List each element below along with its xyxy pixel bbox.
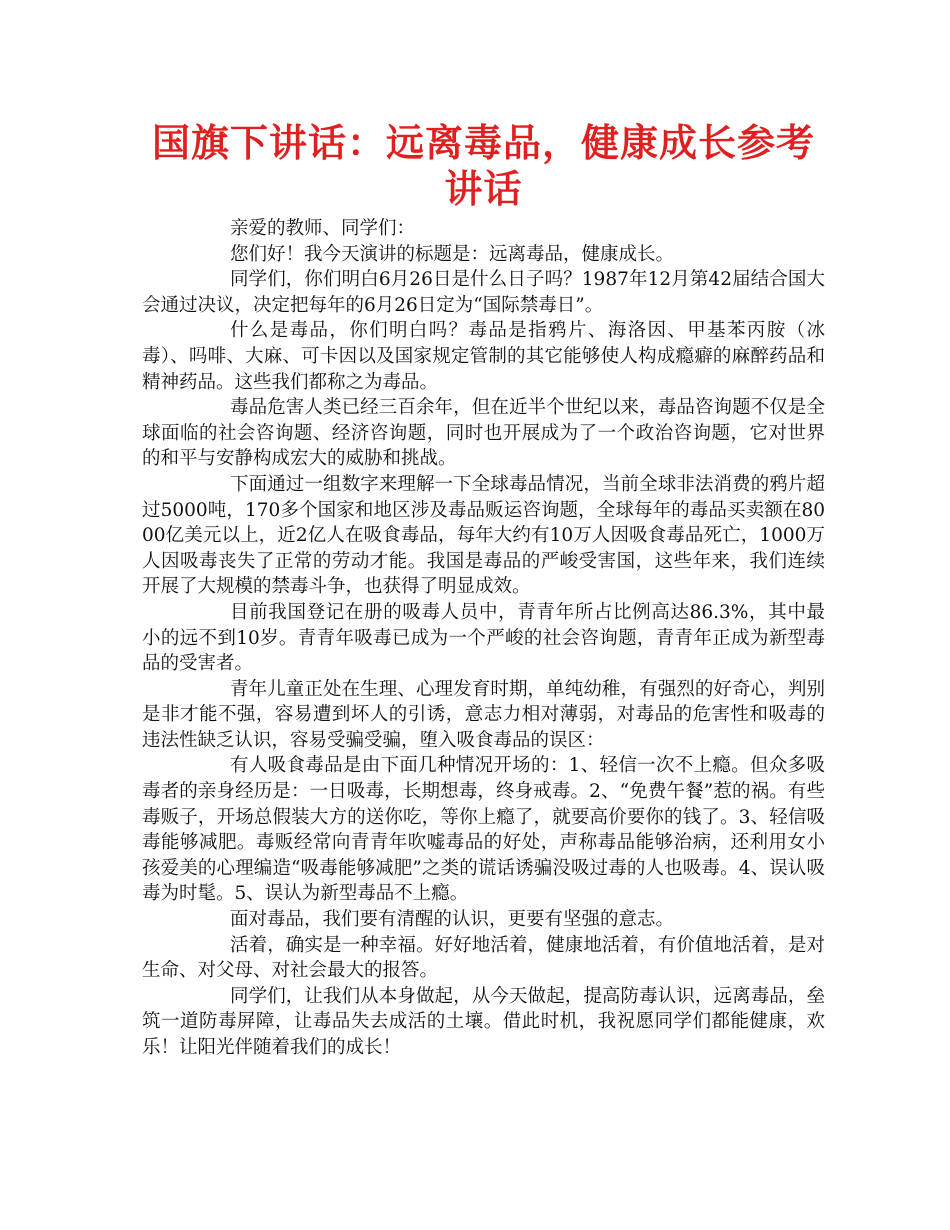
paragraph-greeting: 您们好！我今天演讲的标题是：远离毒品，健康成长。	[230, 243, 675, 265]
paragraph-youth-vulnerability: 青年儿童正处在生理、心理发育时期，单纯幼稚，有强烈的好奇心，判别是非才能不强，容易遭到坏人的引诱，意志力相对薄弱，对毒品的危害性和吸毒的违法性缺乏认识，容易受骗受骗，堕入吸食毒品的误区：	[142, 678, 825, 751]
paragraph-salutation: 亲爱的教师、同学们：	[230, 218, 416, 239]
paragraph-what-are-drugs: 什么是毒品，你们明白吗？毒品是指鸦片、海洛因、甲基苯丙胺（冰毒）、吗啡、大麻、可卡因以及国家规定管制的其它能够使人构成瘾癖的麻醉药品和精神药品。这些我们都称之为毒品。	[142, 320, 825, 393]
paragraph-value-of-life: 活着，确实是一种幸福。好好地活着，健康地活着，有价值地活着，是对生命、对父母、对社会最大的报答。	[142, 934, 825, 982]
paragraph-global-statistics: 下面通过一组数字来理解一下全球毒品情况，当前全球非法消费的鸦片超过5000吨，170多个国家和地区涉及毒品贩运咨询题，全球每年的毒品买卖额在8000亿美元以上，近2亿人在吸食毒品，每年大约有10万人因吸食毒品死亡，1000万人因吸毒丧失了正常的劳动才能。我国是毒品的严峻受害国，这些年来，我们连续开展了大规模的禁毒斗争，也获得了明显成效。	[142, 473, 825, 598]
paragraph-face-drugs: 面对毒品，我们要有清醒的认识，更要有坚强的意志。	[230, 909, 675, 931]
paragraph-drug-harm: 毒品危害人类已经三百余年，但在近半个世纪以来，毒品咨询题不仅是全球面临的社会咨询题、经济咨询题，同时也开展成为了一个政治咨询题，它对世界的和平与安静构成宏大的威胁和挑战。	[142, 397, 825, 470]
paragraph-closing: 同学们，让我们从本身做起，从今天做起，提高防毒认识，远离毒品，垒筑一道防毒屏障，让毒品失去成活的土壤。借此时机，我祝愿同学们都能健康，欢乐！让阳光伴随着我们的成长！	[142, 985, 825, 1058]
paragraph-how-it-starts: 有人吸食毒品是由下面几种情况开场的：1、轻信一次不上瘾。但众多吸毒者的亲身经历是：一日吸毒，长期想毒，终身戒毒。2、“免费午餐”惹的祸。有些毒贩子，开场总假装大方的送你吃，等你上瘾了，就要高价要你的钱了。3、轻信吸毒能够减肥。毒贩经常向青青年吹嘘毒品的好处，声称毒品能够治病，还利用女小孩爱美的心理编造“吸毒能够减肥”之类的谎话诱骗没吸过毒的人也吸毒。4、误认吸毒为时髦。5、误认为新型毒品不上瘾。	[142, 755, 825, 905]
document-page	[142, 120, 825, 1061]
paragraph-youth-ratio: 目前我国登记在册的吸毒人员中，青青年所占比例高达86.3%，其中最小的远不到10岁。青青年吸毒已成为一个严峻的社会咨询题，青青年正成为新型毒品的受害者。	[142, 601, 825, 675]
page-title: 国旗下讲话：远离毒品，健康成长参考讲话	[151, 121, 815, 211]
document-body	[142, 216, 825, 1061]
paragraph-drug-day: 同学们，你们明白6月26日是什么日子吗？1987年12月第42届结合国大会通过决议，决定把每年的6月26日定为“国际禁毒日”。	[142, 269, 825, 316]
